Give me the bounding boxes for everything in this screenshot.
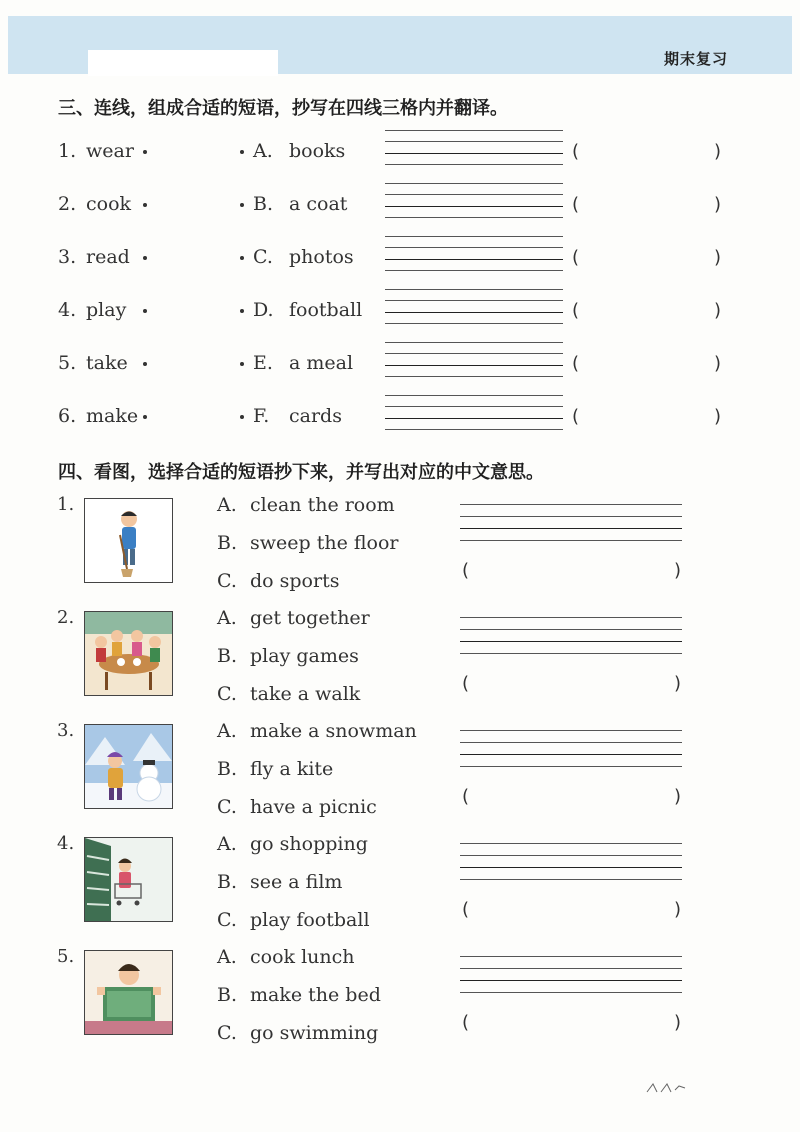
paren-open: ( xyxy=(572,353,580,374)
header-label: 期末复习 xyxy=(663,50,728,68)
verb-word: play xyxy=(86,299,127,321)
match-dot-right[interactable] xyxy=(240,362,244,366)
section4-title: 四、看图，选择合适的短语抄下来，并写出对应的中文意思。 xyxy=(58,462,544,483)
paren-close: ) xyxy=(674,673,682,694)
option-letter: C. xyxy=(217,1022,237,1044)
option-text: take a walk xyxy=(250,683,361,705)
option-letter: B. xyxy=(253,193,274,215)
paren-open: ( xyxy=(462,1012,470,1033)
four-line-writing-area[interactable] xyxy=(385,395,563,435)
question-number: 4. xyxy=(57,833,75,854)
page-scribble-mark xyxy=(645,1080,689,1097)
girl-snowman-illustration xyxy=(84,724,173,809)
paren-close: ) xyxy=(674,899,682,920)
four-line-writing-area[interactable] xyxy=(385,130,563,170)
option-text: a coat xyxy=(289,193,348,215)
option-text: play football xyxy=(250,909,370,931)
match-dot-left[interactable] xyxy=(143,415,147,419)
paren-close: ) xyxy=(674,786,682,807)
paren-close: ) xyxy=(714,141,722,162)
option-text: cook lunch xyxy=(250,946,355,968)
paren-open: ( xyxy=(572,194,580,215)
option-letter: B. xyxy=(217,532,238,554)
paren-close: ) xyxy=(714,353,722,374)
option-text: a meal xyxy=(289,352,354,374)
boy-sweeping-illustration xyxy=(84,498,173,583)
option-text: have a picnic xyxy=(250,796,377,818)
option-letter: A. xyxy=(217,946,237,968)
option-letter: B. xyxy=(217,758,238,780)
header-name-box xyxy=(88,50,278,76)
family-dinner-illustration xyxy=(84,611,173,696)
four-line-writing-area[interactable] xyxy=(385,289,563,329)
option-text: sweep the floor xyxy=(250,532,399,554)
match-dot-right[interactable] xyxy=(240,150,244,154)
option-text: see a film xyxy=(250,871,343,893)
match-dot-left[interactable] xyxy=(143,309,147,313)
option-letter: C. xyxy=(217,570,237,592)
option-letter: B. xyxy=(217,645,238,667)
match-dot-right[interactable] xyxy=(240,415,244,419)
paren-close: ) xyxy=(674,560,682,581)
option-letter: E. xyxy=(253,352,273,374)
question-number: 2. xyxy=(57,607,75,628)
verb-word: read xyxy=(86,246,130,268)
paren-open: ( xyxy=(572,141,580,162)
option-letter: B. xyxy=(217,984,238,1006)
verb-word: cook xyxy=(86,193,132,215)
row-number: 6. xyxy=(58,405,77,427)
girl-shopping-cart-illustration xyxy=(84,837,173,922)
boy-making-bed-illustration xyxy=(84,950,173,1035)
match-dot-right[interactable] xyxy=(240,309,244,313)
four-line-writing-area[interactable] xyxy=(385,183,563,223)
option-text: books xyxy=(289,140,346,162)
option-text: photos xyxy=(289,246,354,268)
match-dot-right[interactable] xyxy=(240,256,244,260)
four-line-writing-area[interactable] xyxy=(460,504,682,544)
paren-close: ) xyxy=(714,300,722,321)
option-letter: C. xyxy=(217,909,237,931)
option-letter: A. xyxy=(253,140,273,162)
option-text: fly a kite xyxy=(250,758,334,780)
picture-question xyxy=(0,833,800,946)
picture-question xyxy=(0,946,800,1059)
paren-open: ( xyxy=(462,673,470,694)
verb-word: take xyxy=(86,352,128,374)
paren-close: ) xyxy=(714,406,722,427)
match-dot-left[interactable] xyxy=(143,362,147,366)
paren-close: ) xyxy=(714,194,722,215)
option-text: cards xyxy=(289,405,342,427)
option-letter: C. xyxy=(217,796,237,818)
paren-close: ) xyxy=(674,1012,682,1033)
option-letter: A. xyxy=(217,833,237,855)
question-number: 3. xyxy=(57,720,75,741)
option-letter: D. xyxy=(253,299,274,321)
four-line-writing-area[interactable] xyxy=(385,342,563,382)
question-number: 5. xyxy=(57,946,75,967)
paren-open: ( xyxy=(462,786,470,807)
match-dot-right[interactable] xyxy=(240,203,244,207)
row-number: 4. xyxy=(58,299,77,321)
option-text: play games xyxy=(250,645,359,667)
match-dot-left[interactable] xyxy=(143,256,147,260)
option-letter: C. xyxy=(253,246,273,268)
paren-close: ) xyxy=(714,247,722,268)
verb-word: make xyxy=(86,405,139,427)
picture-question xyxy=(0,607,800,720)
option-text: clean the room xyxy=(250,494,395,516)
option-text: go swimming xyxy=(250,1022,379,1044)
paren-open: ( xyxy=(462,560,470,581)
option-letter: B. xyxy=(217,871,238,893)
question-number: 1. xyxy=(57,494,75,515)
paren-open: ( xyxy=(572,247,580,268)
option-letter: A. xyxy=(217,494,237,516)
row-number: 2. xyxy=(58,193,77,215)
option-text: make a snowman xyxy=(250,720,417,742)
match-dot-left[interactable] xyxy=(143,150,147,154)
picture-question xyxy=(0,720,800,833)
option-letter: A. xyxy=(217,720,237,742)
match-dot-left[interactable] xyxy=(143,203,147,207)
four-line-writing-area[interactable] xyxy=(460,617,682,657)
paren-open: ( xyxy=(462,899,470,920)
section3-title: 三、连线，组成合适的短语，抄写在四线三格内并翻译。 xyxy=(58,98,508,119)
four-line-writing-area[interactable] xyxy=(460,730,682,770)
picture-question xyxy=(0,494,800,607)
four-line-writing-area[interactable] xyxy=(385,236,563,276)
row-number: 5. xyxy=(58,352,77,374)
verb-word: wear xyxy=(86,140,134,162)
option-text: go shopping xyxy=(250,833,368,855)
option-text: football xyxy=(289,299,363,321)
paren-open: ( xyxy=(572,406,580,427)
option-letter: C. xyxy=(217,683,237,705)
row-number: 3. xyxy=(58,246,77,268)
option-letter: A. xyxy=(217,607,237,629)
paren-open: ( xyxy=(572,300,580,321)
option-text: do sports xyxy=(250,570,340,592)
option-text: get together xyxy=(250,607,370,629)
four-line-writing-area[interactable] xyxy=(460,843,682,883)
option-letter: F. xyxy=(253,405,270,427)
row-number: 1. xyxy=(58,140,77,162)
option-text: make the bed xyxy=(250,984,381,1006)
four-line-writing-area[interactable] xyxy=(460,956,682,996)
